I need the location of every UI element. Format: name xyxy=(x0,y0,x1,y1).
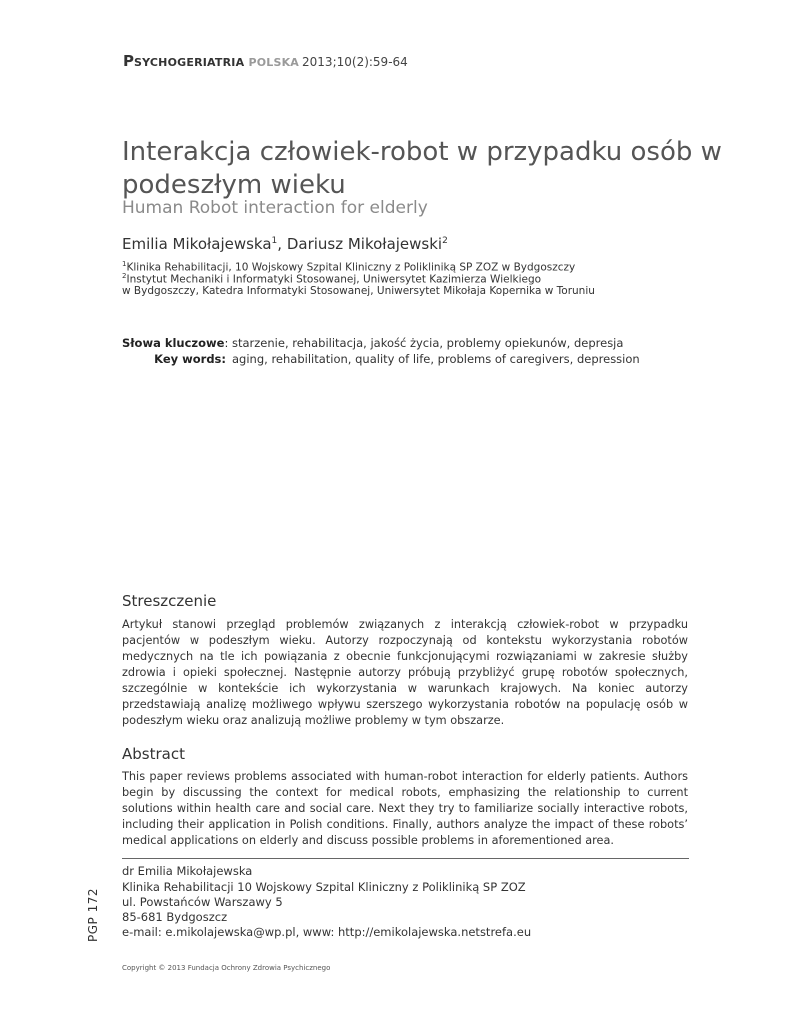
page-code: PGP 172 xyxy=(86,888,100,942)
author-superscript: 2 xyxy=(442,236,448,246)
journal-header xyxy=(123,52,408,70)
journal-name-polska: POLSKA xyxy=(248,56,300,69)
divider xyxy=(122,858,689,859)
streszczenie-text: Artykuł stanowi przegląd problemów związanych z interakcją człowiek-robot w przypadku pacjentów w podeszłym wieku. Autorzy rozpoczynają od kontekstu wykorzystania robotów medycznych na tle ich powiązania z obecnie funkcjonującymi rozwiązaniami w zakresie służby zdrowia i opieki społecznej. Następnie autorzy próbują przybliżyć grupę robotów społecznych, szczególnie w kontekście ich wykorzystania w warunkach krajowych. Na koniec autorzy przedstawiają analizę możliwego wpływu szerszego wykorzystania robotów na populację osób w podeszłym wieku oraz analizują możliwe problemy w tym obszarze. xyxy=(122,618,688,727)
journal-name-geriatria: GERIATRIA xyxy=(177,56,245,69)
journal-citation: 2013;10(2):59-64 xyxy=(302,55,408,69)
contact-line: 85-681 Bydgoszcz xyxy=(122,910,228,924)
copyright: Copyright © 2013 Fundacja Ochrony Zdrowia Psychicznego xyxy=(122,964,331,972)
keywords-pl: starzenie, rehabilitacja, jakość życia, problemy opiekunów, depresja xyxy=(232,336,624,350)
author-name: Emilia Mikołajewska xyxy=(122,235,272,253)
keywords-pl-label-wrapper xyxy=(122,336,229,350)
affiliation-text: w Bydgoszczy, Katedra Informatyki Stosowanej, Uniwersytet Mikołaja Kopernika w Toruniu xyxy=(122,285,595,297)
author-separator: , xyxy=(277,235,287,253)
contact-line: ul. Powstańców Warszawy 5 xyxy=(122,895,283,909)
article-subtitle: Human Robot interaction for elderly xyxy=(122,198,428,218)
article-title: Interakcja człowiek-robot w przypadku osób w podeszłym wieku xyxy=(122,137,722,200)
journal-name-psycho: SYCHO xyxy=(134,56,178,69)
author-name: Dariusz Mikołajewski xyxy=(286,235,443,253)
affiliation xyxy=(122,272,541,286)
journal-name-initial: P xyxy=(123,52,134,70)
affiliation-text: Klinika Rehabilitacji, 10 Wojskowy Szpital Kliniczny z Polikliniką SP ZOZ w Bydgoszczy xyxy=(126,261,576,274)
affiliation xyxy=(122,285,595,297)
affiliation-number: 2 xyxy=(122,272,127,280)
keywords-pl-colon: : xyxy=(224,336,229,350)
affiliation-number: 1 xyxy=(122,260,127,268)
contact-line: Klinika Rehabilitacji 10 Wojskowy Szpital Kliniczny z Polikliniką SP ZOZ xyxy=(122,880,526,894)
streszczenie-heading: Streszczenie xyxy=(122,592,217,610)
keywords-en: aging, rehabilitation, quality of life, problems of caregivers, depression xyxy=(232,352,640,366)
keywords-pl-label: Słowa kluczowe xyxy=(122,336,225,350)
contact-email: e-mail: e.mikolajewska@wp.pl, www: http://emikolajewska.netstrefa.eu xyxy=(122,925,532,939)
author-list xyxy=(122,235,448,253)
contact-line: dr Emilia Mikołajewska xyxy=(122,864,253,878)
abstract-text: This paper reviews problems associated with human-robot interaction for elderly patients. Authors begin by discussing the context for medical robots, emphasizing the relationship to current solutions within health care and social care. Next they try to familiarize socially interactive robots, including their application in Polish conditions. Finally, authors analyze the impact of these robots’ medical applications on elderly and discuss possible problems in aforementioned area. xyxy=(122,770,688,847)
keywords-en-label: Key words: xyxy=(154,352,226,366)
affiliation-text: Instytut Mechaniki i Informatyki Stosowanej, Uniwersytet Kazimierza Wielkiego xyxy=(126,273,542,286)
abstract-heading: Abstract xyxy=(122,745,185,763)
author-superscript: 1 xyxy=(271,236,278,246)
